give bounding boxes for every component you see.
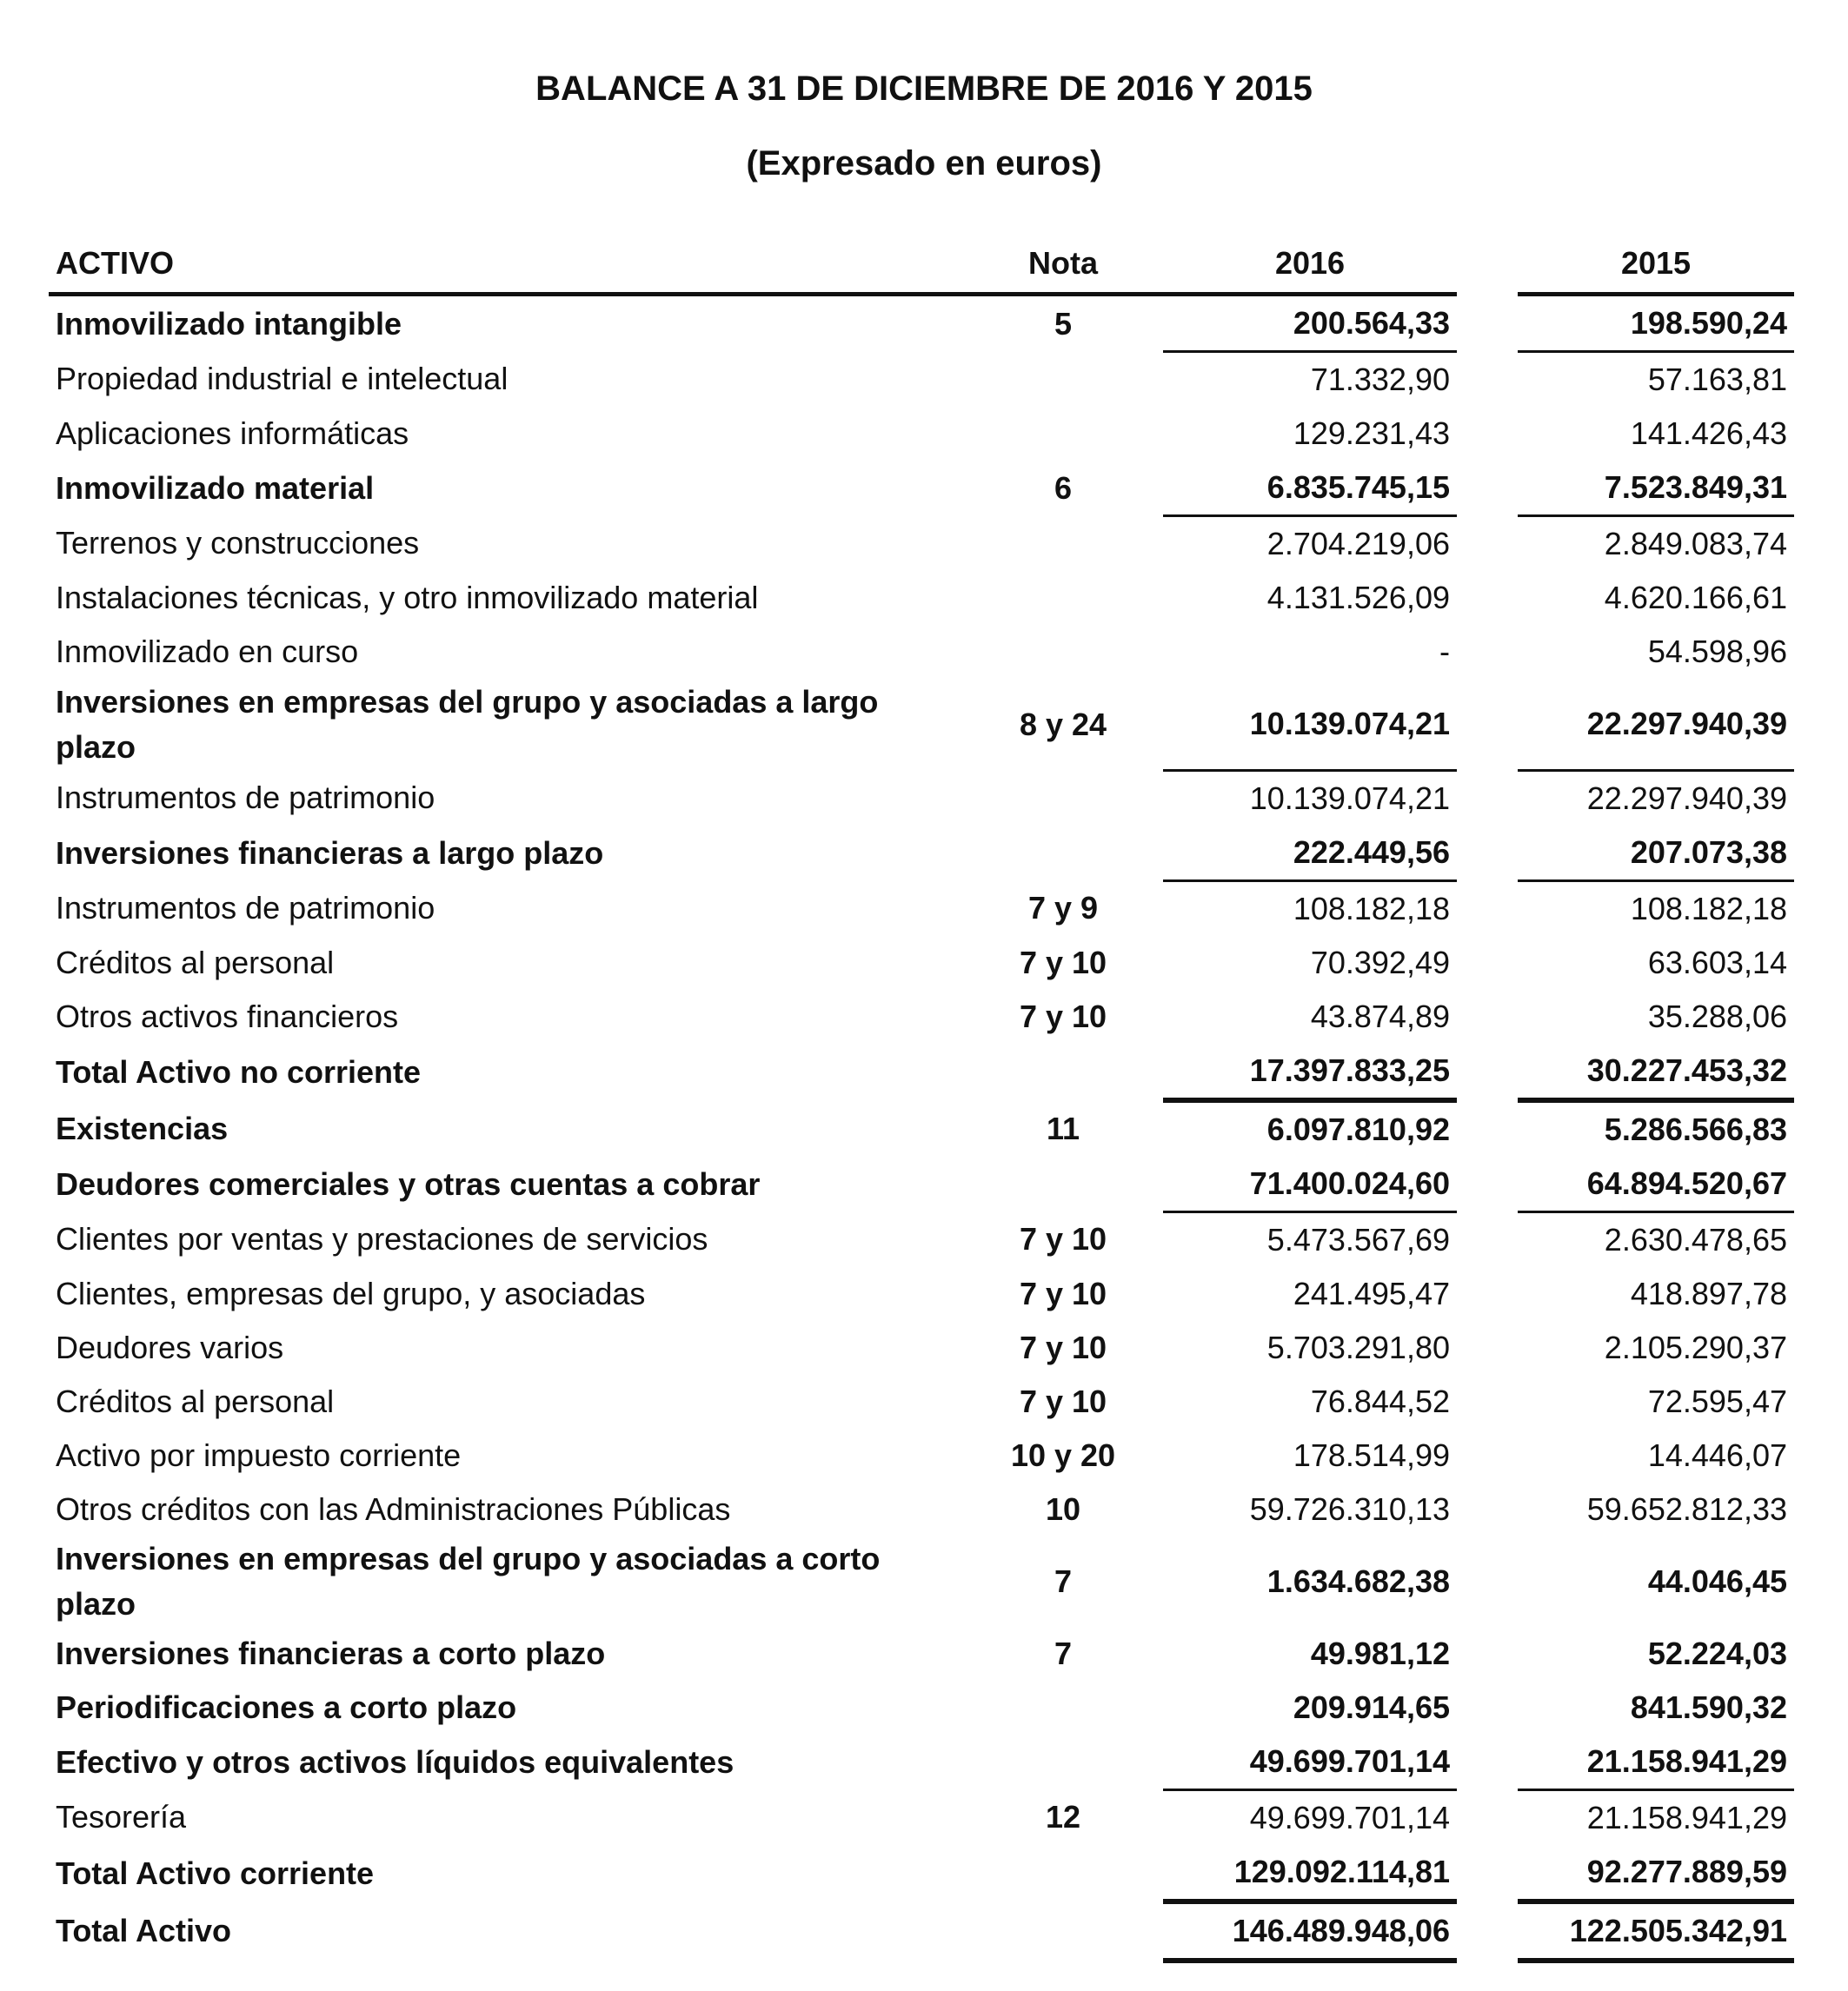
row-value-2015: 2.849.083,74 (1604, 526, 1787, 561)
column-gap (1457, 1044, 1518, 1100)
row-value-2015: 2.630.478,65 (1604, 1222, 1787, 1258)
row-value-2016: 129.231,43 (1293, 415, 1450, 451)
column-gap (1457, 1681, 1518, 1735)
table-row (49, 1483, 1794, 1536)
column-gap (1457, 461, 1518, 516)
row-label: Créditos al personal (56, 945, 335, 980)
table-row (49, 936, 1794, 990)
column-gap (1457, 516, 1518, 572)
row-value-2015: 64.894.520,67 (1518, 1157, 1794, 1212)
row-label: Periodificaciones a corto plazo (56, 1689, 517, 1725)
row-nota (963, 1735, 1163, 1790)
table-row (49, 1790, 1794, 1846)
balance-table (49, 235, 1794, 1963)
row-value-2015: 841.590,32 (1630, 1689, 1787, 1725)
column-gap (1457, 571, 1518, 625)
page-subtitle: (Expresado en euros) (746, 144, 1102, 183)
table-row (49, 1212, 1794, 1268)
row-value-2015: 14.446,07 (1647, 1437, 1787, 1473)
row-label: Existencias (56, 1110, 229, 1146)
row-value-2016: 146.489.948,06 (1163, 1901, 1457, 1961)
row-label: Deudores comerciales y otras cuentas a cobrar (56, 1165, 761, 1202)
row-value-2016: 49.981,12 (1310, 1636, 1450, 1671)
row-nota: 12 (1045, 1799, 1081, 1835)
row-nota (963, 516, 1163, 572)
row-nota (963, 771, 1163, 826)
row-label: Inversiones financieras a largo plazo (56, 834, 604, 871)
row-value-2016: 59.726.310,13 (1249, 1491, 1450, 1527)
row-value-2015: 7.523.849,31 (1518, 461, 1794, 516)
table-row (49, 1157, 1794, 1212)
table-row (49, 1429, 1794, 1483)
table-row (49, 1627, 1794, 1681)
row-nota (963, 1845, 1163, 1901)
row-value-2016: 1.634.682,38 (1266, 1563, 1450, 1599)
row-nota (963, 826, 1163, 881)
row-value-2015: 22.297.940,39 (1518, 679, 1794, 771)
row-value-2016: 209.914,65 (1293, 1689, 1450, 1725)
row-nota: 11 (1046, 1110, 1080, 1146)
row-value-2016: 5.703.291,80 (1266, 1330, 1450, 1365)
table-row (49, 771, 1794, 826)
row-nota: 7 y 10 (1019, 1276, 1107, 1311)
row-value-2015: 141.426,43 (1630, 415, 1787, 451)
column-gap (1457, 826, 1518, 881)
row-value-2016: 241.495,47 (1293, 1276, 1450, 1311)
row-value-2016: 178.514,99 (1293, 1437, 1450, 1473)
row-value-2015: 57.163,81 (1647, 362, 1787, 397)
column-header-2015: 2015 (1518, 235, 1794, 295)
column-gap (1457, 1321, 1518, 1375)
row-label: Inversiones en empresas del grupo y asociadas a corto plazo (56, 1541, 881, 1622)
table-row (49, 1375, 1794, 1429)
row-value-2016: - (1439, 634, 1450, 669)
table-row (49, 461, 1794, 516)
row-value-2016: 222.449,56 (1163, 826, 1457, 881)
row-label: Aplicaciones informáticas (56, 415, 409, 451)
row-nota (963, 1901, 1163, 1961)
row-value-2015: 21.158.941,29 (1518, 1735, 1794, 1790)
column-gap (1457, 1483, 1518, 1536)
row-nota (963, 407, 1163, 461)
row-label: Instalaciones técnicas, y otro inmovilizado material (56, 580, 759, 615)
row-value-2016: 76.844,52 (1310, 1384, 1450, 1419)
column-header-nota: Nota (963, 235, 1163, 295)
column-gap (1457, 1901, 1518, 1961)
row-value-2016: 108.182,18 (1293, 891, 1450, 926)
column-gap (1457, 407, 1518, 461)
row-value-2015: 72.595,47 (1647, 1384, 1787, 1419)
row-label: Terrenos y construcciones (56, 525, 420, 561)
row-nota: 10 (1045, 1491, 1081, 1527)
row-value-2015: 122.505.342,91 (1518, 1901, 1794, 1961)
column-gap (1457, 936, 1518, 990)
column-gap (1457, 1267, 1518, 1321)
row-label: Clientes por ventas y prestaciones de servicios (56, 1221, 708, 1258)
table-row (49, 990, 1794, 1044)
table-row (49, 1536, 1794, 1627)
row-label: Clientes, empresas del grupo, y asociadas (56, 1276, 646, 1311)
table-row (49, 826, 1794, 881)
table-header-row (49, 235, 1794, 295)
table-row (49, 1735, 1794, 1790)
column-gap (1457, 1627, 1518, 1681)
column-gap (1457, 1790, 1518, 1846)
column-header-activo: ACTIVO (49, 235, 963, 295)
row-value-2016: 17.397.833,25 (1163, 1044, 1457, 1100)
row-nota: 6 (1054, 469, 1073, 506)
column-gap (1457, 1536, 1518, 1627)
row-label: Inversiones financieras a corto plazo (56, 1636, 606, 1671)
row-value-2016: 71.400.024,60 (1163, 1157, 1457, 1212)
table-row (49, 352, 1794, 408)
column-gap (1457, 1429, 1518, 1483)
table-row (49, 1321, 1794, 1375)
column-gap (1457, 1212, 1518, 1268)
row-nota: 7 y 10 (1019, 1384, 1107, 1419)
column-gap (1457, 1375, 1518, 1429)
row-value-2016: 2.704.219,06 (1266, 526, 1450, 561)
table-row (49, 295, 1794, 352)
row-label: Activo por impuesto corriente (56, 1437, 462, 1473)
row-nota (963, 1157, 1163, 1212)
row-label: Instrumentos de patrimonio (56, 780, 435, 816)
row-value-2015: 59.652.812,33 (1586, 1491, 1787, 1527)
row-nota (963, 352, 1163, 408)
row-label: Tesorería (56, 1799, 187, 1835)
table-row (49, 516, 1794, 572)
table-row (49, 1901, 1794, 1961)
row-value-2015: 52.224,03 (1647, 1636, 1787, 1671)
row-label: Total Activo corriente (56, 1855, 375, 1891)
page-title: BALANCE A 31 DE DICIEMBRE DE 2016 Y 2015 (535, 70, 1313, 108)
table-row (49, 625, 1794, 679)
row-label: Otros activos financieros (56, 999, 399, 1034)
table-row (49, 679, 1794, 771)
row-value-2015: 21.158.941,29 (1586, 1800, 1787, 1835)
table-row (49, 1044, 1794, 1100)
row-value-2016: 70.392,49 (1310, 945, 1450, 980)
row-value-2016: 5.473.567,69 (1266, 1222, 1450, 1258)
row-label: Total Activo no corriente (56, 1053, 422, 1090)
column-gap (1457, 1735, 1518, 1790)
row-label: Créditos al personal (56, 1384, 335, 1419)
table-row (49, 1845, 1794, 1901)
row-value-2016: 6.097.810,92 (1266, 1112, 1450, 1147)
row-value-2016: 200.564,33 (1163, 295, 1457, 352)
row-nota: 7 y 10 (1019, 999, 1107, 1034)
row-nota (963, 1681, 1163, 1735)
row-label: Inmovilizado intangible (56, 305, 402, 342)
row-nota: 7 y 10 (1019, 945, 1107, 980)
row-value-2015: 207.073,38 (1518, 826, 1794, 881)
column-gap (1457, 295, 1518, 352)
row-value-2015: 5.286.566,83 (1604, 1112, 1787, 1147)
row-value-2015: 418.897,78 (1630, 1276, 1787, 1311)
row-nota: 10 y 20 (1010, 1437, 1116, 1473)
table-row (49, 1267, 1794, 1321)
column-gap (1457, 679, 1518, 771)
column-gap (1457, 990, 1518, 1044)
row-label: Instrumentos de patrimonio (56, 890, 435, 926)
row-value-2016: 10.139.074,21 (1249, 780, 1450, 816)
row-nota (963, 571, 1163, 625)
table-row (49, 1100, 1794, 1157)
row-nota (963, 1044, 1163, 1100)
row-nota: 7 y 9 (1027, 890, 1099, 926)
row-value-2015: 108.182,18 (1630, 891, 1787, 926)
row-value-2015: 44.046,45 (1647, 1563, 1787, 1599)
row-nota: 8 y 24 (1019, 706, 1107, 742)
row-nota: 7 (1054, 1563, 1073, 1599)
row-value-2015: 4.620.166,61 (1604, 580, 1787, 615)
row-value-2015: 198.590,24 (1518, 295, 1794, 352)
row-value-2016: 10.139.074,21 (1163, 679, 1457, 771)
row-value-2015: 63.603,14 (1647, 945, 1787, 980)
table-row (49, 881, 1794, 937)
column-gap (1457, 1845, 1518, 1901)
row-value-2015: 22.297.940,39 (1586, 780, 1787, 816)
row-label: Propiedad industrial e intelectual (56, 361, 509, 397)
row-label: Inmovilizado en curso (56, 634, 359, 669)
column-gap (1457, 881, 1518, 937)
row-nota: 7 (1054, 1636, 1073, 1671)
row-value-2015: 92.277.889,59 (1518, 1845, 1794, 1901)
column-gap (1457, 625, 1518, 679)
row-nota: 7 y 10 (1019, 1330, 1107, 1365)
table-row (49, 571, 1794, 625)
row-value-2016: 4.131.526,09 (1266, 580, 1450, 615)
row-label: Inmovilizado material (56, 469, 375, 506)
row-value-2015: 54.598,96 (1647, 634, 1787, 669)
row-label: Otros créditos con las Administraciones Públicas (56, 1491, 731, 1527)
row-nota (963, 625, 1163, 679)
column-gap (1457, 235, 1518, 295)
row-label: Total Activo (56, 1913, 232, 1948)
row-value-2016: 6.835.745,15 (1163, 461, 1457, 516)
column-header-2016: 2016 (1163, 235, 1457, 295)
row-value-2016: 49.699.701,14 (1249, 1800, 1450, 1835)
column-gap (1457, 1100, 1518, 1157)
table-row (49, 1681, 1794, 1735)
column-gap (1457, 771, 1518, 826)
row-label: Inversiones en empresas del grupo y asociadas a largo plazo (56, 683, 879, 765)
column-gap (1457, 352, 1518, 408)
row-value-2015: 2.105.290,37 (1604, 1330, 1787, 1365)
row-label: Deudores varios (56, 1330, 284, 1365)
row-nota: 7 y 10 (1019, 1221, 1107, 1258)
row-value-2016: 43.874,89 (1310, 999, 1450, 1034)
row-value-2016: 49.699.701,14 (1163, 1735, 1457, 1790)
row-nota: 5 (1054, 305, 1073, 342)
row-value-2016: 129.092.114,81 (1163, 1845, 1457, 1901)
row-value-2015: 35.288,06 (1647, 999, 1787, 1034)
row-label: Efectivo y otros activos líquidos equivalentes (56, 1743, 735, 1780)
row-value-2016: 71.332,90 (1310, 362, 1450, 397)
table-row (49, 407, 1794, 461)
column-gap (1457, 1157, 1518, 1212)
row-value-2015: 30.227.453,32 (1518, 1044, 1794, 1100)
